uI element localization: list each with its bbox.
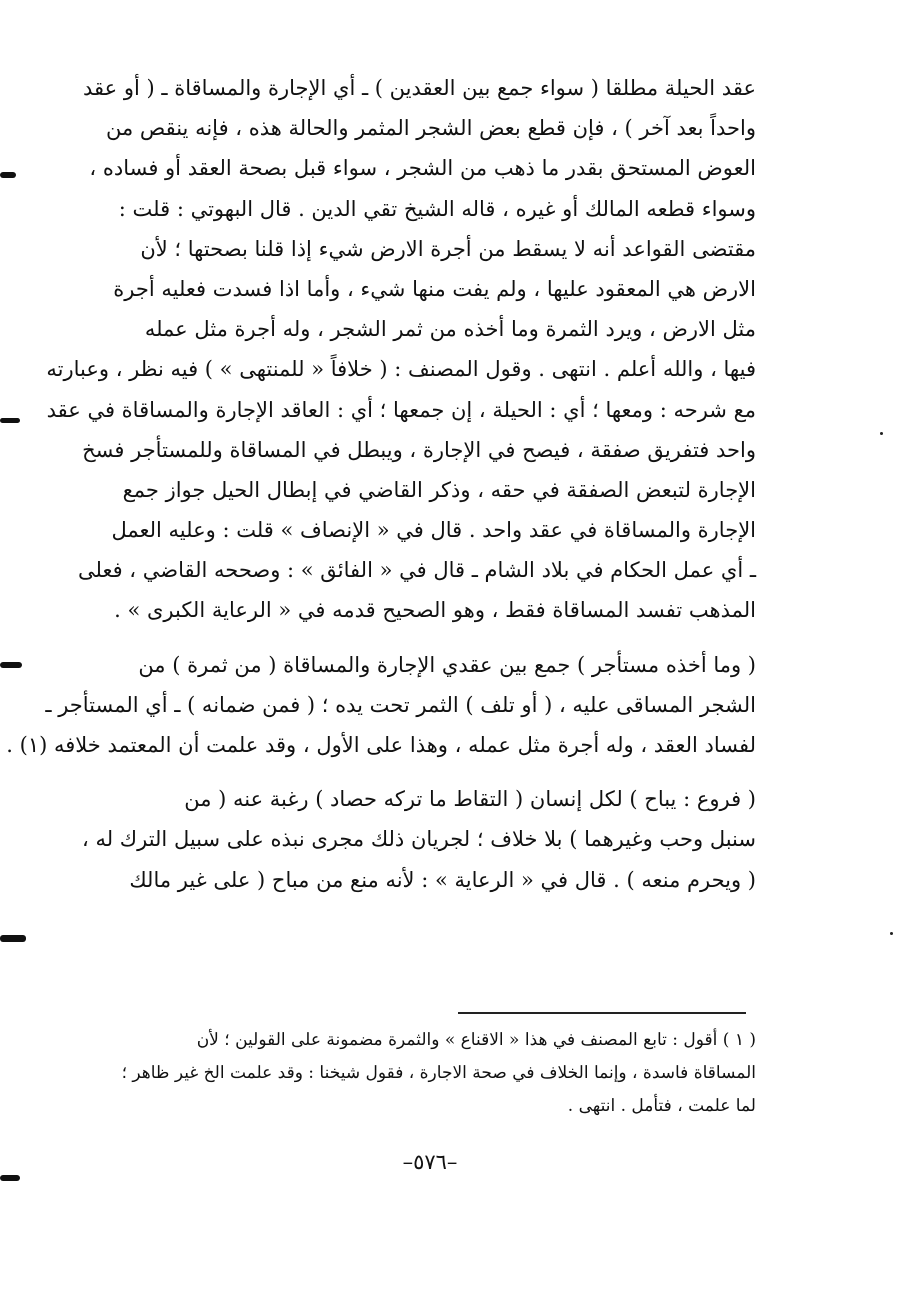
text-line: مثل الارض ، ويرد الثمرة وما أخذه من ثمر الشجر ، وله أجرة مثل عمله xyxy=(144,317,756,342)
scan-mark xyxy=(0,935,26,942)
text-line: ( فروع : يباح ) لكل إنسان ( التقاط ما تركه حصاد ) رغبة عنه ( من xyxy=(184,787,756,812)
page-number: –٥٧٦– xyxy=(402,1150,458,1174)
text-line: الارض هي المعقود عليها ، ولم يفت منها شيء ، وأما اذا فسدت فعليه أجرة xyxy=(113,276,756,301)
text-line: الإجارة والمساقاة في عقد واحد . قال في « الإنصاف » قلت : وعليه العمل xyxy=(111,518,756,543)
footnote-line: ( ١ ) أقول : تابع المصنف في هذا « الاقناع » والثمرة مضمونة على القولين ؛ لأن xyxy=(196,1030,756,1050)
footnote-block xyxy=(108,1024,756,1123)
text-line: فيها ، والله أعلم . انتهى . وقول المصنف : ( خلافاً « للمنتهى » ) فيه نظر ، وعبارته xyxy=(46,357,756,382)
text-line: وسواء قطعه المالك أو غيره ، قاله الشيخ تقي الدين . قال البهوتي : قلت : xyxy=(118,196,756,221)
text-line: مع شرحه : ومعها ؛ أي : الحيلة ، إن جمعها ؛ أي : العاقد الإجارة والمساقاة في عقد xyxy=(46,397,756,422)
text-line: ( ويحرم منعه ) . قال في « الرعاية » : لأنه منع من مباح ( على غير مالك xyxy=(129,867,756,892)
scan-speck xyxy=(880,432,883,435)
paragraph-gap xyxy=(104,765,756,779)
text-line: العوض المستحق بقدر ما ذهب من الشجر ، سواء قبل بصحة العقد أو فساده ، xyxy=(89,156,756,181)
scan-mark xyxy=(0,662,22,668)
text-line: عقد الحيلة مطلقا ( سواء جمع بين العقدين ) ـ أي الإجارة والمساقاة ـ ( أو عقد xyxy=(83,76,756,100)
scan-speck xyxy=(890,932,893,935)
text-line: واحداً بعد آخر ) ، فإن قطع بعض الشجر المثمر والحالة هذه ، فإنه ينقص من xyxy=(105,116,756,141)
main-text xyxy=(6,68,756,900)
text-line: المذهب تفسد المساقاة فقط ، وهو الصحيح قدمه في « الرعاية الكبرى » . xyxy=(114,598,756,623)
text-line: الشجر المساقى عليه ، ( أو تلف ) الثمر تحت يده ؛ ( فمن ضمانه ) ـ أي المستأجر ـ xyxy=(45,692,756,717)
text-line: سنبل وحب وغيرهما ) بلا خلاف ؛ لجريان ذلك مجرى نبذه على سبيل الترك له ، xyxy=(82,827,756,852)
text-line: واحد فتفريق صفقة ، فيصح في الإجارة ، ويبطل في المساقاة وللمستأجر فسخ xyxy=(82,437,756,462)
text-line: ـ أي عمل الحكام في بلاد الشام ـ قال في « الفائق » : وصححه القاضي ، فعلى xyxy=(77,558,756,583)
scan-mark xyxy=(0,1175,20,1181)
paragraph-gap xyxy=(104,631,756,645)
text-line: الإجارة لتبعض الصفقة في حقه ، وذكر القاضي في إبطال الحيل جواز جمع xyxy=(122,477,756,502)
scan-mark xyxy=(0,172,16,178)
footnote-line: لما علمت ، فتأمل . انتهى . xyxy=(567,1096,756,1116)
text-line: ( وما أخذه مستأجر ) جمع بين عقدي الإجارة والمساقاة ( من ثمرة ) من xyxy=(138,652,756,677)
text-line: مقتضى القواعد أنه لا يسقط من أجرة الارض شيء إذا قلنا بصحتها ؛ لأن xyxy=(140,236,756,261)
scan-mark xyxy=(0,418,20,423)
footnote-separator xyxy=(458,1012,746,1014)
footnote-line: المساقاة فاسدة ، وإنما الخلاف في صحة الاجارة ، فقول شيخنا : وقد علمت الخ غير ظاهر ؛ xyxy=(121,1063,756,1083)
text-line: لفساد العقد ، وله أجرة مثل عمله ، وهذا على الأول ، وقد علمت أن المعتمد خلافه (١) . xyxy=(6,733,756,757)
